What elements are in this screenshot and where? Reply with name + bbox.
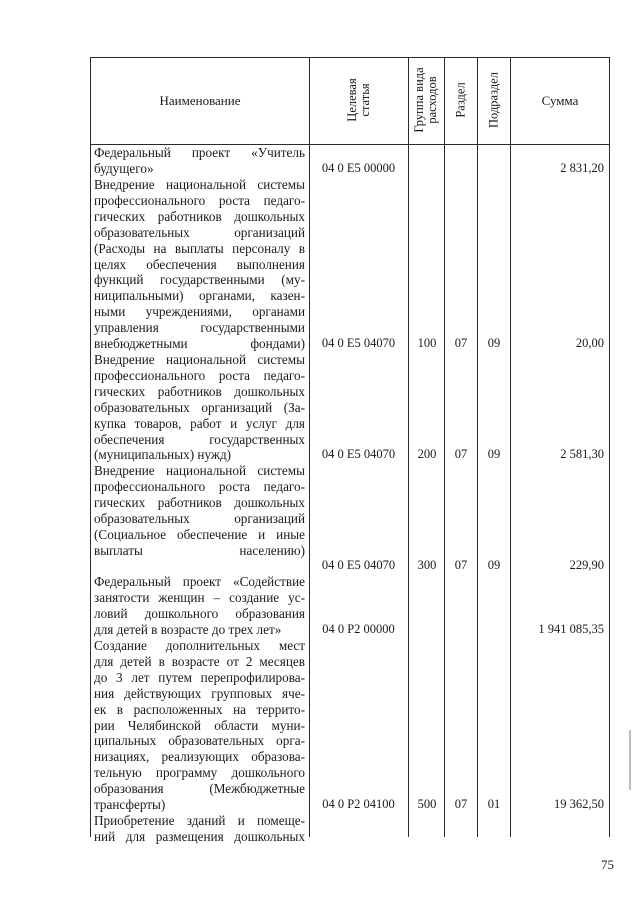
header-subsection: Подраздел (486, 72, 501, 128)
expense-group-cell: 500 (417, 797, 437, 811)
table-row-name: Внедрение национальной системы профессионального роста педаго- гических работников дошкольных образовательных организаций (Расходы на выплаты персоналу в целях обеспечения выполнения функций государственными (му- ниципальными) органами, казен- ными учреждениями, органами управления государственными внебюджетными фондами) (94, 177, 305, 352)
column-divider (444, 57, 445, 837)
table-row-name: Создание дополнительных мест для детей в возрасте от 2 месяцев до 3 лет путем перепрофилирова- ния действующих групповых яче- ек в расположенных на террито- рии Челябинской области муни- ципальных образовательных орга- низациях, реализующих образова- тельную программу дошкольного образования (Межбюджетные трансферты) (94, 638, 305, 813)
table-row-name: Внедрение национальной системы профессионального роста педаго- гических работников дошкольных образовательных организаций (За- купка товаров, работ и услуг для обеспечения государственных (муниципальных) нужд) (94, 352, 305, 463)
target-article-cell: 04 0 E5 04070 (321, 336, 396, 350)
column-divider (309, 57, 310, 837)
sum-cell: 229,90 (569, 558, 604, 572)
table-row-name: Федеральный проект «Учитель будущего» (94, 145, 305, 176)
expense-group-cell: 200 (417, 447, 437, 461)
header-sum: Сумма (541, 93, 579, 108)
header-target-article: Целевая статья (345, 78, 372, 122)
header-section: Раздел (453, 82, 468, 118)
header-name: Наименование (159, 93, 241, 108)
table-left-border (90, 57, 91, 837)
subsection-cell: 09 (487, 558, 501, 572)
table-row-name: Федеральный проект «Содействие занятости женщин – создание ус- ловий дошкольного образования для детей в возрасте до трех лет» (94, 574, 305, 637)
header-expense-group: Группа вида расходов (412, 67, 439, 133)
section-cell: 07 (454, 797, 468, 811)
sum-cell: 1 941 085,35 (538, 622, 604, 636)
sum-cell: 19 362,50 (554, 797, 604, 811)
table-right-border (609, 57, 610, 837)
sum-cell: 20,00 (575, 336, 604, 350)
table-row-name: Приобретение зданий и помеще- ний для размещения дошкольных (94, 813, 305, 844)
subsection-cell: 09 (487, 447, 501, 461)
section-cell: 07 (454, 336, 468, 350)
subsection-cell: 09 (487, 336, 501, 350)
column-divider (408, 57, 409, 837)
target-article-cell: 04 0 P2 04100 (322, 797, 395, 811)
expense-group-cell: 300 (417, 558, 437, 572)
subsection-cell: 01 (487, 797, 501, 811)
target-article-cell: 04 0 E5 04070 (321, 558, 396, 572)
sum-cell: 2 581,30 (560, 447, 604, 461)
sum-cell: 2 831,20 (560, 161, 604, 175)
column-divider (477, 57, 478, 837)
scan-edge-mark (629, 730, 631, 790)
target-article-cell: 04 0 E5 00000 (321, 161, 396, 175)
section-cell: 07 (454, 558, 468, 572)
page-number: 75 (601, 857, 614, 872)
expense-group-cell: 100 (417, 336, 437, 350)
target-article-cell: 04 0 E5 04070 (321, 447, 396, 461)
target-article-cell: 04 0 P2 00000 (322, 622, 395, 636)
column-divider (510, 57, 511, 837)
section-cell: 07 (454, 447, 468, 461)
table-row-name: Внедрение национальной системы профессионального роста педаго- гических работников дошкольных образовательных организаций (Социальное обеспечение и иные выплаты населению) (94, 463, 305, 558)
